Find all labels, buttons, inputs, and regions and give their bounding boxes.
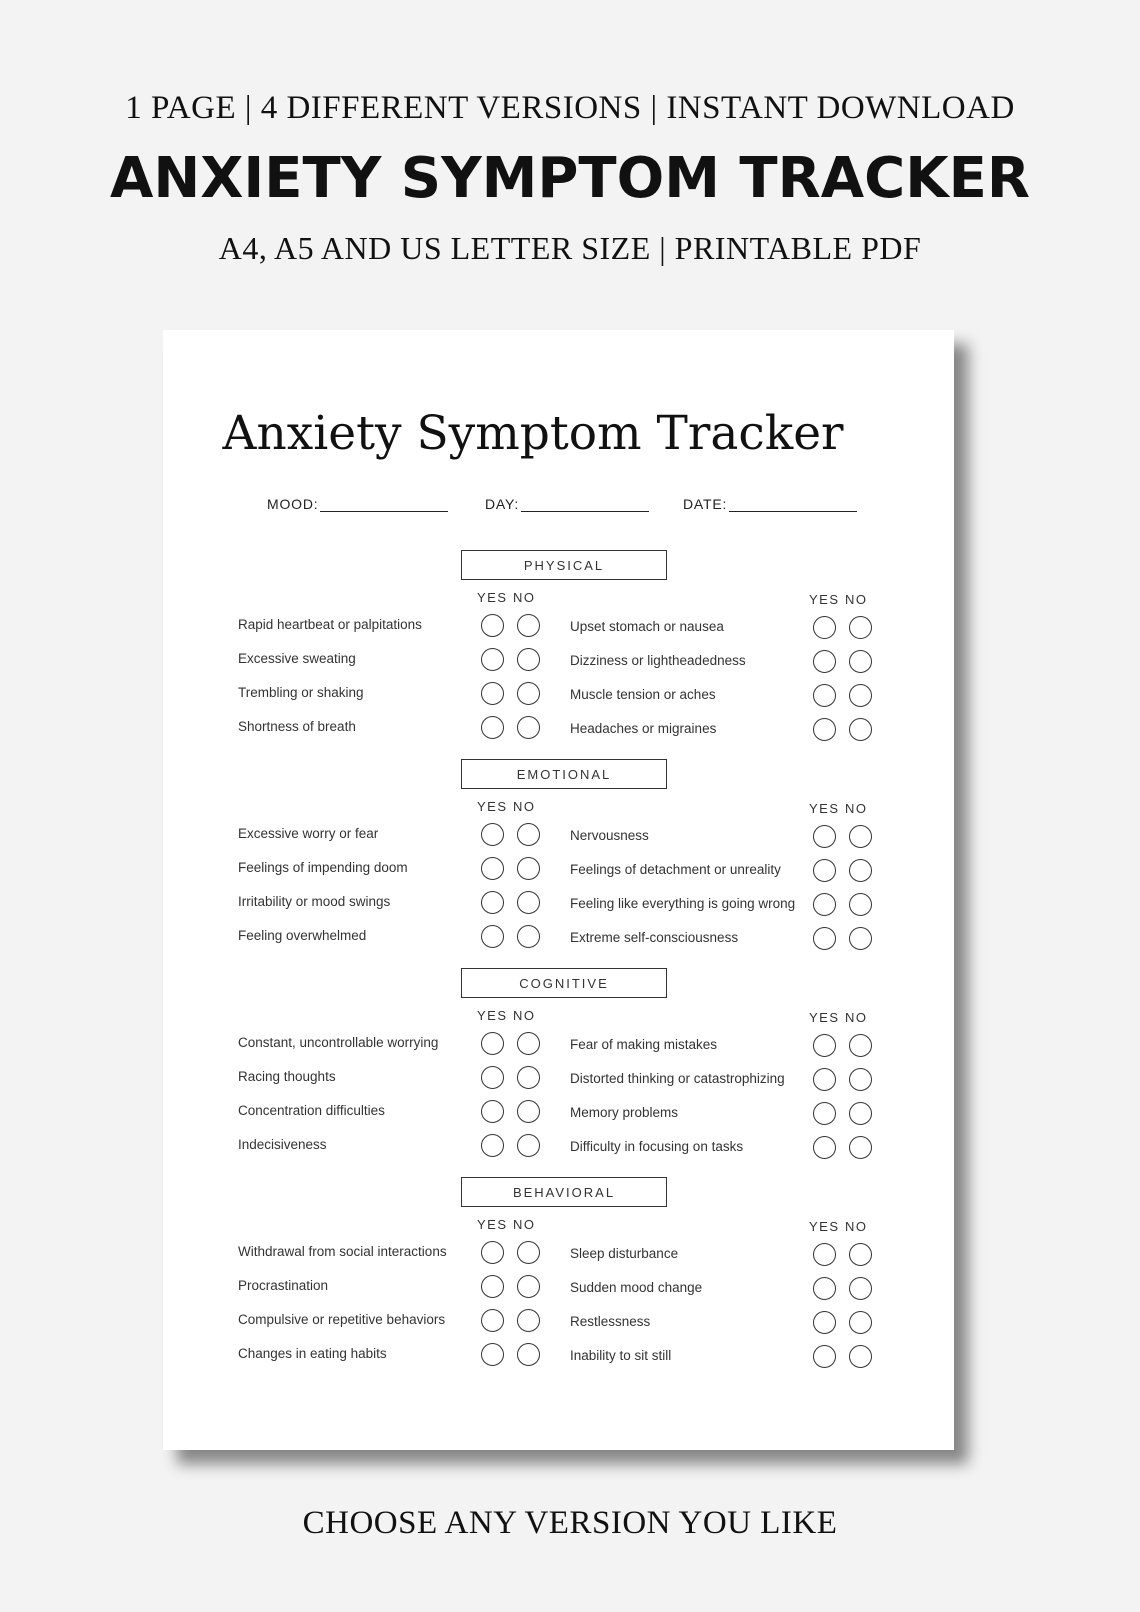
no-checkbox[interactable] <box>849 1243 872 1266</box>
symptom-label: Compulsive or repetitive behaviors <box>238 1312 446 1327</box>
no-checkbox[interactable] <box>849 684 872 707</box>
header-sizes-line: A4, A5 AND US LETTER SIZE | PRINTABLE PDF <box>218 230 922 266</box>
yes-checkbox[interactable] <box>813 1034 836 1057</box>
yes-checkbox[interactable] <box>813 825 836 848</box>
footer-text: CHOOSE ANY VERSION YOU LIKE <box>302 1505 838 1541</box>
yes-no-header <box>809 801 881 816</box>
symptom-label: Feeling overwhelmed <box>238 928 367 943</box>
no-label: NO <box>845 592 868 607</box>
symptom-label: Withdrawal from social interactions <box>238 1244 447 1259</box>
mood-field[interactable] <box>267 496 448 512</box>
yes-label: YES <box>477 590 508 605</box>
yes-no-header <box>809 1010 881 1025</box>
yes-label: YES <box>809 592 840 607</box>
section-heading: BEHAVIORAL <box>461 1177 667 1207</box>
yes-checkbox[interactable] <box>481 925 504 948</box>
yes-no-header <box>809 1219 881 1234</box>
no-label: NO <box>845 1010 868 1025</box>
no-checkbox[interactable] <box>849 616 872 639</box>
yes-checkbox[interactable] <box>481 1100 504 1123</box>
symptom-label: Muscle tension or aches <box>570 687 716 702</box>
yes-checkbox[interactable] <box>481 648 504 671</box>
no-checkbox[interactable] <box>849 718 872 741</box>
symptom-label: Dizziness or lightheadedness <box>570 653 746 668</box>
symptom-label: Indecisiveness <box>238 1137 327 1152</box>
no-checkbox[interactable] <box>849 825 872 848</box>
no-checkbox[interactable] <box>849 1277 872 1300</box>
symptom-label: Headaches or migraines <box>570 721 717 736</box>
no-label: NO <box>513 1008 536 1023</box>
yes-checkbox[interactable] <box>813 1243 836 1266</box>
symptom-label: Racing thoughts <box>238 1069 336 1084</box>
mood-label: MOOD: <box>267 496 319 512</box>
no-checkbox[interactable] <box>849 1345 872 1368</box>
yes-checkbox[interactable] <box>481 682 504 705</box>
yes-checkbox[interactable] <box>813 1311 836 1334</box>
section-heading: EMOTIONAL <box>461 759 667 789</box>
yes-checkbox[interactable] <box>481 614 504 637</box>
yes-checkbox[interactable] <box>481 1343 504 1366</box>
day-field[interactable] <box>485 496 649 512</box>
yes-label: YES <box>809 801 840 816</box>
no-checkbox[interactable] <box>517 716 540 739</box>
symptom-label: Inability to sit still <box>570 1348 672 1363</box>
yes-checkbox[interactable] <box>813 1068 836 1091</box>
yes-checkbox[interactable] <box>481 1066 504 1089</box>
no-checkbox[interactable] <box>517 682 540 705</box>
yes-checkbox[interactable] <box>813 927 836 950</box>
no-checkbox[interactable] <box>517 614 540 637</box>
header-title: ANXIETY SYMPTOM TRACKER <box>110 146 1030 211</box>
symptom-label: Constant, uncontrollable worrying <box>238 1035 439 1050</box>
mood-blank-line <box>320 497 448 512</box>
no-checkbox[interactable] <box>849 1311 872 1334</box>
yes-no-header <box>477 1008 549 1023</box>
date-label: DATE: <box>683 496 728 512</box>
yes-label: YES <box>809 1219 840 1234</box>
tracker-sheet <box>163 330 954 1450</box>
symptom-label: Irritability or mood swings <box>238 894 391 909</box>
symptom-label: Distorted thinking or catastrophizing <box>570 1071 785 1086</box>
yes-checkbox[interactable] <box>813 1102 836 1125</box>
symptom-label: Feelings of impending doom <box>238 860 408 875</box>
yes-checkbox[interactable] <box>813 859 836 882</box>
yes-no-header <box>477 799 549 814</box>
no-label: NO <box>513 1217 536 1232</box>
yes-checkbox[interactable] <box>481 1275 504 1298</box>
no-checkbox[interactable] <box>517 1241 540 1264</box>
symptom-label: Procrastination <box>238 1278 329 1293</box>
yes-no-header <box>477 590 549 605</box>
symptom-label: Extreme self-consciousness <box>570 930 739 945</box>
yes-checkbox[interactable] <box>481 857 504 880</box>
yes-checkbox[interactable] <box>481 1032 504 1055</box>
yes-label: YES <box>477 1008 508 1023</box>
no-checkbox[interactable] <box>849 927 872 950</box>
yes-checkbox[interactable] <box>813 1136 836 1159</box>
yes-checkbox[interactable] <box>813 1277 836 1300</box>
no-checkbox[interactable] <box>517 1032 540 1055</box>
yes-no-header <box>477 1217 549 1232</box>
symptom-label: Shortness of breath <box>238 719 356 734</box>
no-checkbox[interactable] <box>517 1134 540 1157</box>
sheet-title: Anxiety Symptom Tracker <box>222 406 844 461</box>
yes-no-header <box>809 592 881 607</box>
yes-checkbox[interactable] <box>813 893 836 916</box>
symptom-label: Upset stomach or nausea <box>570 619 724 634</box>
no-checkbox[interactable] <box>849 859 872 882</box>
no-checkbox[interactable] <box>849 1102 872 1125</box>
no-checkbox[interactable] <box>517 857 540 880</box>
symptom-label: Nervousness <box>570 828 649 843</box>
date-blank-line <box>729 497 857 512</box>
no-checkbox[interactable] <box>517 1275 540 1298</box>
no-checkbox[interactable] <box>517 1066 540 1089</box>
no-checkbox[interactable] <box>517 1309 540 1332</box>
no-checkbox[interactable] <box>517 925 540 948</box>
yes-checkbox[interactable] <box>813 650 836 673</box>
date-field[interactable] <box>683 496 857 512</box>
section-heading: COGNITIVE <box>461 968 667 998</box>
no-checkbox[interactable] <box>517 648 540 671</box>
yes-checkbox[interactable] <box>813 718 836 741</box>
section-heading: PHYSICAL <box>461 550 667 580</box>
yes-label: YES <box>477 1217 508 1232</box>
no-label: NO <box>845 1219 868 1234</box>
symptom-label: Sleep disturbance <box>570 1246 679 1261</box>
no-label: NO <box>513 590 536 605</box>
yes-checkbox[interactable] <box>813 684 836 707</box>
yes-label: YES <box>809 1010 840 1025</box>
symptom-label: Restlessness <box>570 1314 651 1329</box>
symptom-label: Sudden mood change <box>570 1280 703 1295</box>
symptom-label: Memory problems <box>570 1105 679 1120</box>
no-checkbox[interactable] <box>517 891 540 914</box>
symptom-label: Concentration difficulties <box>238 1103 385 1118</box>
yes-checkbox[interactable] <box>481 1134 504 1157</box>
yes-checkbox[interactable] <box>481 823 504 846</box>
no-checkbox[interactable] <box>849 1068 872 1091</box>
symptom-label: Trembling or shaking <box>238 685 364 700</box>
symptom-label: Changes in eating habits <box>238 1346 387 1361</box>
yes-checkbox[interactable] <box>481 716 504 739</box>
symptom-label: Excessive worry or fear <box>238 826 379 841</box>
symptom-label: Feelings of detachment or unreality <box>570 862 781 877</box>
symptom-label: Fear of making mistakes <box>570 1037 718 1052</box>
day-blank-line <box>521 497 649 512</box>
symptom-label: Rapid heartbeat or palpitations <box>238 617 422 632</box>
no-checkbox[interactable] <box>517 1100 540 1123</box>
symptom-label: Feeling like everything is going wrong <box>570 896 796 911</box>
day-label: DAY: <box>485 496 520 512</box>
no-checkbox[interactable] <box>517 1343 540 1366</box>
yes-checkbox[interactable] <box>481 891 504 914</box>
no-label: NO <box>845 801 868 816</box>
yes-checkbox[interactable] <box>481 1309 504 1332</box>
yes-checkbox[interactable] <box>813 616 836 639</box>
yes-label: YES <box>477 799 508 814</box>
yes-checkbox[interactable] <box>813 1345 836 1368</box>
symptom-label: Excessive sweating <box>238 651 356 666</box>
no-checkbox[interactable] <box>849 1136 872 1159</box>
no-label: NO <box>513 799 536 814</box>
yes-checkbox[interactable] <box>481 1241 504 1264</box>
no-checkbox[interactable] <box>517 823 540 846</box>
no-checkbox[interactable] <box>849 893 872 916</box>
header-versions-line: 1 PAGE | 4 DIFFERENT VERSIONS | INSTANT DOWNLOAD <box>125 90 1015 126</box>
symptom-label: Difficulty in focusing on tasks <box>570 1139 744 1154</box>
no-checkbox[interactable] <box>849 1034 872 1057</box>
no-checkbox[interactable] <box>849 650 872 673</box>
